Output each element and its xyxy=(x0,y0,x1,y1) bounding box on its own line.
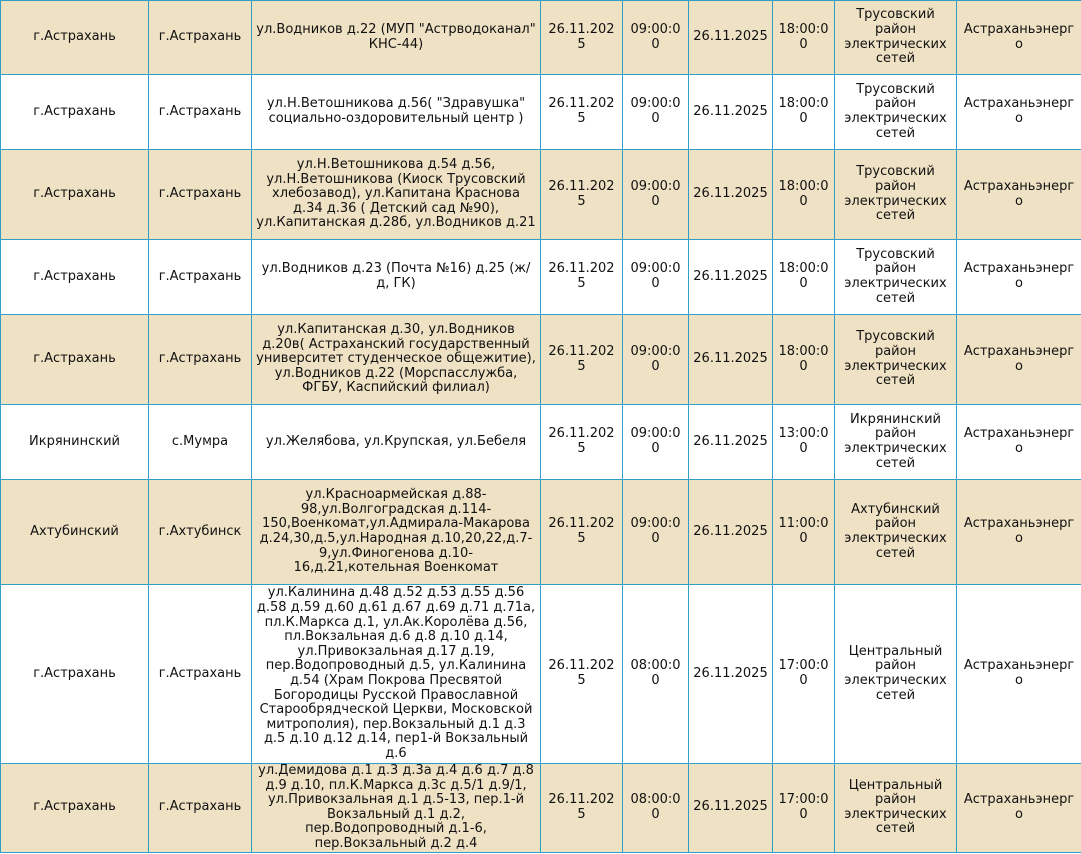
locality-cell: г.Астрахань xyxy=(149,240,252,315)
start-time-cell: 08:00:00 xyxy=(623,585,689,764)
address-cell: ул.Красноармейская д.88-98,ул.Волгоградская д.114-150,Военкомат,ул.Адмирала-Макарова д.24,30,д.5,ул.Народная д.10,20,22,д.7-9,ул.Финогенова д.10-16,д.21,котельная Военкомат xyxy=(252,480,541,585)
network-cell: Ахтубинский район электрических сетей xyxy=(835,480,957,585)
end-date-cell: 26.11.2025 xyxy=(689,480,773,585)
locality-cell: г.Астрахань xyxy=(149,764,252,853)
start-time-cell: 08:00:00 xyxy=(623,764,689,853)
start-time-cell: 09:00:00 xyxy=(623,1,689,75)
table-row xyxy=(1,315,1081,405)
end-time-cell: 18:00:00 xyxy=(773,75,835,150)
end-time-cell: 18:00:00 xyxy=(773,1,835,75)
table-row xyxy=(1,764,1081,853)
district-cell: г.Астрахань xyxy=(1,764,149,853)
end-time-cell: 11:00:00 xyxy=(773,480,835,585)
company-cell: Астраханьэнерго xyxy=(957,585,1081,764)
end-date-cell: 26.11.2025 xyxy=(689,405,773,480)
district-cell: г.Астрахань xyxy=(1,150,149,240)
company-cell: Астраханьэнерго xyxy=(957,1,1081,75)
end-time-cell: 13:00:00 xyxy=(773,405,835,480)
company-cell: Астраханьэнерго xyxy=(957,764,1081,853)
start-time-cell: 09:00:00 xyxy=(623,315,689,405)
district-cell: г.Астрахань xyxy=(1,240,149,315)
locality-cell: г.Астрахань xyxy=(149,585,252,764)
locality-cell: г.Астрахань xyxy=(149,315,252,405)
locality-cell: г.Астрахань xyxy=(149,1,252,75)
end-date-cell: 26.11.2025 xyxy=(689,1,773,75)
end-date-cell: 26.11.2025 xyxy=(689,150,773,240)
address-cell: ул.Н.Ветошникова д.56( "Здравушка" социально-оздоровительный центр ) xyxy=(252,75,541,150)
district-cell: г.Астрахань xyxy=(1,585,149,764)
locality-cell: г.Ахтубинск xyxy=(149,480,252,585)
address-cell: ул.Демидова д.1 д.3 д.3а д.4 д.6 д.7 д.8 д.9 д.10, пл.К.Маркса д.3с д.5/1 д.9/1, ул.Привокзальная д.1 д.5-13, пер.1-й Вокзальный д.1 д.2, пер.Водопроводный д.1-6, пер.Вокзальный д.2 д.4 xyxy=(252,764,541,853)
start-time-cell: 09:00:00 xyxy=(623,75,689,150)
company-cell: Астраханьэнерго xyxy=(957,75,1081,150)
address-cell: ул.Калинина д.48 д.52 д.53 д.55 д.56 д.58 д.59 д.60 д.61 д.67 д.69 д.71 д.71а, пл.К.Маркса д.1, ул.Ак.Королёва д.56, пл.Вокзальная д.6 д.8 д.10 д.14, ул.Привокзальная д.17 д.19, пер.Водопроводный д.5, ул.Калинина д.54 (Храм Покрова Пресвятой Богородицы Русской Православной Старообрядческой Церкви, Московской митрополия), пер.Вокзальный д.1 д.3 д.5 д.10 д.12 д.14, пер1-й Вокзальный д.6 xyxy=(252,585,541,764)
start-date-cell: 26.11.2025 xyxy=(541,150,623,240)
address-cell: ул.Н.Ветошникова д.54 д.56, ул.Н.Ветошникова (Киоск Трусовский хлебозавод), ул.Капитана Краснова д.34 д.36 ( Детский сад №90), ул.Капитанская д.28б, ул.Водников д.21 xyxy=(252,150,541,240)
network-cell: Центральный район электрических сетей xyxy=(835,764,957,853)
start-date-cell: 26.11.2025 xyxy=(541,75,623,150)
end-time-cell: 18:00:00 xyxy=(773,315,835,405)
network-cell: Центральный район электрических сетей xyxy=(835,585,957,764)
locality-cell: с.Мумра xyxy=(149,405,252,480)
network-cell: Трусовский район электрических сетей xyxy=(835,240,957,315)
address-cell: ул.Водников д.23 (Почта №16) д.25 (ж/д, ГК) xyxy=(252,240,541,315)
start-date-cell: 26.11.2025 xyxy=(541,585,623,764)
end-time-cell: 17:00:00 xyxy=(773,764,835,853)
start-time-cell: 09:00:00 xyxy=(623,480,689,585)
locality-cell: г.Астрахань xyxy=(149,150,252,240)
locality-cell: г.Астрахань xyxy=(149,75,252,150)
end-time-cell: 18:00:00 xyxy=(773,150,835,240)
end-date-cell: 26.11.2025 xyxy=(689,764,773,853)
address-cell: ул.Водников д.22 (МУП "Астрводоканал" КНС-44) xyxy=(252,1,541,75)
start-time-cell: 09:00:00 xyxy=(623,240,689,315)
end-time-cell: 17:00:00 xyxy=(773,585,835,764)
company-cell: Астраханьэнерго xyxy=(957,240,1081,315)
network-cell: Трусовский район электрических сетей xyxy=(835,1,957,75)
start-date-cell: 26.11.2025 xyxy=(541,405,623,480)
network-cell: Трусовский район электрических сетей xyxy=(835,315,957,405)
district-cell: г.Астрахань xyxy=(1,315,149,405)
start-time-cell: 09:00:00 xyxy=(623,405,689,480)
district-cell: Ахтубинский xyxy=(1,480,149,585)
end-date-cell: 26.11.2025 xyxy=(689,240,773,315)
end-date-cell: 26.11.2025 xyxy=(689,585,773,764)
end-date-cell: 26.11.2025 xyxy=(689,315,773,405)
district-cell: г.Астрахань xyxy=(1,75,149,150)
network-cell: Трусовский район электрических сетей xyxy=(835,75,957,150)
start-date-cell: 26.11.2025 xyxy=(541,315,623,405)
table-row xyxy=(1,585,1081,764)
company-cell: Астраханьэнерго xyxy=(957,150,1081,240)
company-cell: Астраханьэнерго xyxy=(957,315,1081,405)
district-cell: Икрянинский xyxy=(1,405,149,480)
start-date-cell: 26.11.2025 xyxy=(541,240,623,315)
district-cell: г.Астрахань xyxy=(1,1,149,75)
network-cell: Трусовский район электрических сетей xyxy=(835,150,957,240)
table-row xyxy=(1,405,1081,480)
table-row xyxy=(1,240,1081,315)
table-row xyxy=(1,480,1081,585)
address-cell: ул.Желябова, ул.Крупская, ул.Бебеля xyxy=(252,405,541,480)
table-row xyxy=(1,1,1081,75)
end-date-cell: 26.11.2025 xyxy=(689,75,773,150)
company-cell: Астраханьэнерго xyxy=(957,480,1081,585)
table-row xyxy=(1,150,1081,240)
start-time-cell: 09:00:00 xyxy=(623,150,689,240)
end-time-cell: 18:00:00 xyxy=(773,240,835,315)
start-date-cell: 26.11.2025 xyxy=(541,764,623,853)
start-date-cell: 26.11.2025 xyxy=(541,480,623,585)
address-cell: ул.Капитанская д.30, ул.Водников д.20в( Астраханский государственный университет студенческое общежитие), ул.Водников д.22 (Морспасслужба, ФГБУ, Каспийский филиал) xyxy=(252,315,541,405)
start-date-cell: 26.11.2025 xyxy=(541,1,623,75)
network-cell: Икрянинский район электрических сетей xyxy=(835,405,957,480)
table-row xyxy=(1,75,1081,150)
company-cell: Астраханьэнерго xyxy=(957,405,1081,480)
